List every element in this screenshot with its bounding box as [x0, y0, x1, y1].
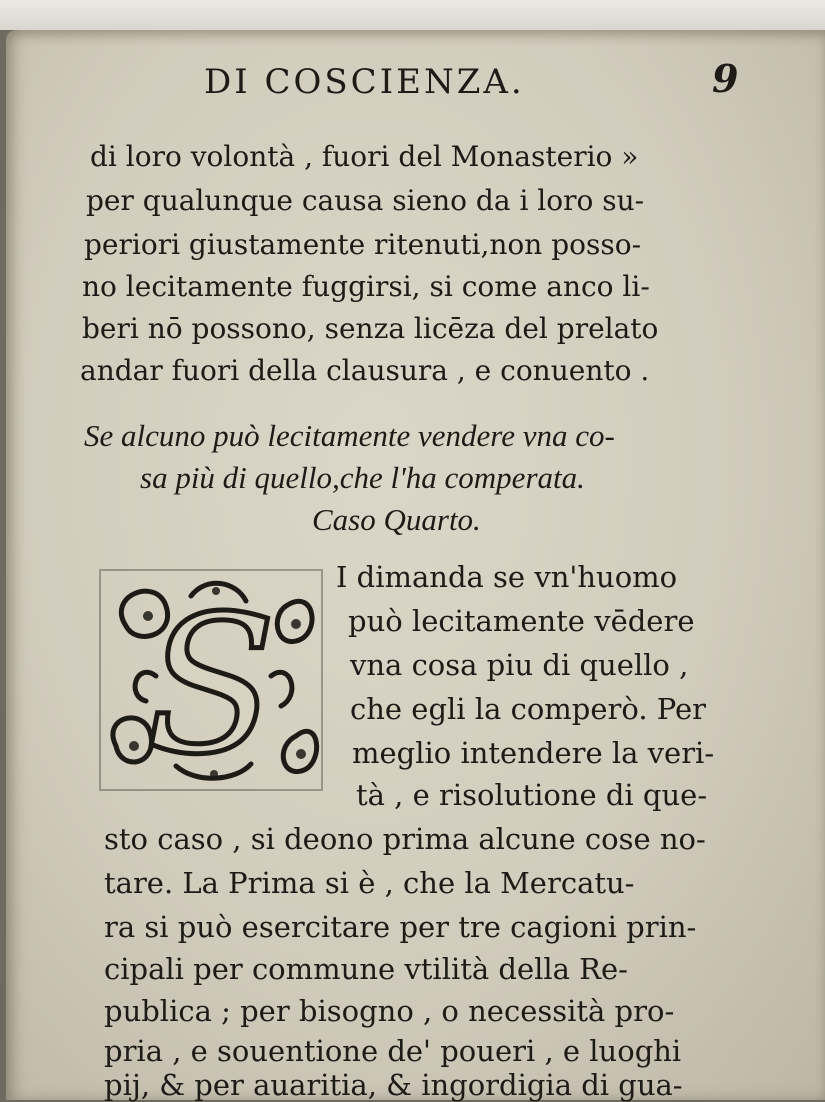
- svg-text:S: S: [145, 575, 277, 794]
- question-heading-line: Se alcuno può lecitamente vendere vna co-: [84, 418, 615, 453]
- drop-cap-s: [96, 566, 326, 794]
- running-title: DI COSCIENZA.: [204, 62, 525, 102]
- text-line: sto caso , si deono prima alcune cose no-: [104, 822, 706, 856]
- text-line: ra si può esercitare per tre cagioni prin-: [104, 910, 697, 944]
- case-label: Caso Quarto.: [312, 502, 481, 537]
- text-line: periori giustamente ritenuti,non posso-: [84, 228, 642, 261]
- text-line: meglio intendere la veri-: [352, 736, 715, 770]
- text-line: andar fuori della clausura , e conuento .: [80, 354, 650, 387]
- text-line: pria , e souentione de' poueri , e luoghi: [104, 1034, 682, 1068]
- text-line: no lecitamente fuggirsi, si come anco li-: [82, 270, 650, 303]
- text-line: cipali per commune vtilità della Re-: [104, 952, 628, 986]
- text-line: beri nō possono, senza licēza del prelato: [82, 312, 659, 345]
- text-line: che egli la comperò. Per: [350, 692, 706, 726]
- text-line: può lecitamente vēdere: [348, 604, 695, 638]
- text-line: tà , e risolutione di que-: [356, 778, 708, 812]
- text-line: di loro volontà , fuori del Monasterio »: [90, 140, 639, 173]
- question-heading-line: sa più di quello,che l'ha comperata.: [140, 460, 585, 495]
- page-number: 9: [712, 56, 739, 101]
- text-line: vna cosa piu di quello ,: [350, 648, 689, 682]
- text-line: publica ; per bisogno , o necessità pro-: [104, 994, 675, 1028]
- text-line: tare. La Prima si è , che la Mercatu-: [104, 866, 635, 900]
- text-line: pij, & per auaritia, & ingordigia di gua-: [104, 1068, 683, 1102]
- background-top-edge: [0, 0, 825, 30]
- text-line: I dimanda se vn'huomo: [336, 560, 678, 594]
- text-line: per qualunque causa sieno da i loro su-: [86, 184, 645, 217]
